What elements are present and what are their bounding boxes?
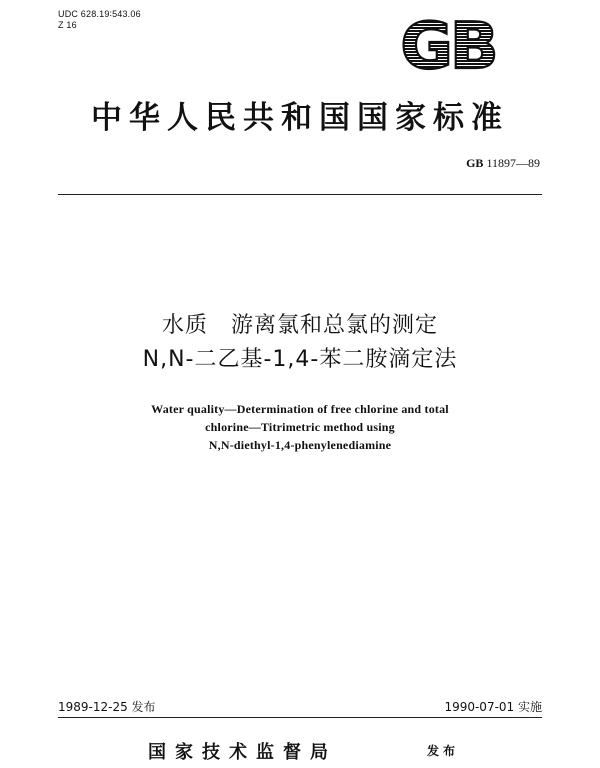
udc-number: UDC 628.19∶543.06 (58, 9, 141, 19)
publish-label: 发布 (427, 744, 460, 758)
gb-logo-text: GB (400, 15, 496, 75)
top-divider (58, 194, 542, 195)
standard-number (420, 156, 540, 171)
issue-date: 1989-12-25 发布 (58, 700, 156, 714)
title-chinese-line2: N,N-二乙基-1,4-苯二胺滴定法 (142, 347, 458, 372)
class-code: Z 16 (58, 20, 77, 30)
title-chinese-line1: 水质 游离氯和总氯的测定 (161, 313, 438, 338)
title-english-line2: chlorine—Titrimetric method using (205, 420, 395, 434)
udc-code (58, 9, 141, 31)
standard-code: 11897—89 (486, 156, 540, 170)
gb-logo (392, 15, 504, 75)
title-english-line1: Water quality—Determination of free chlorine and total (151, 402, 449, 416)
standard-name: 中华人民共和国国家标准 (91, 100, 509, 136)
title-english-line3: N,N-diethyl-1,4-phenylenediamine (208, 438, 392, 452)
bottom-divider (58, 717, 542, 718)
standard-prefix: GB (466, 156, 484, 170)
implementation-date: 1990-07-01 实施 (444, 700, 542, 714)
publisher-name: 国家技术监督局 (148, 742, 337, 763)
